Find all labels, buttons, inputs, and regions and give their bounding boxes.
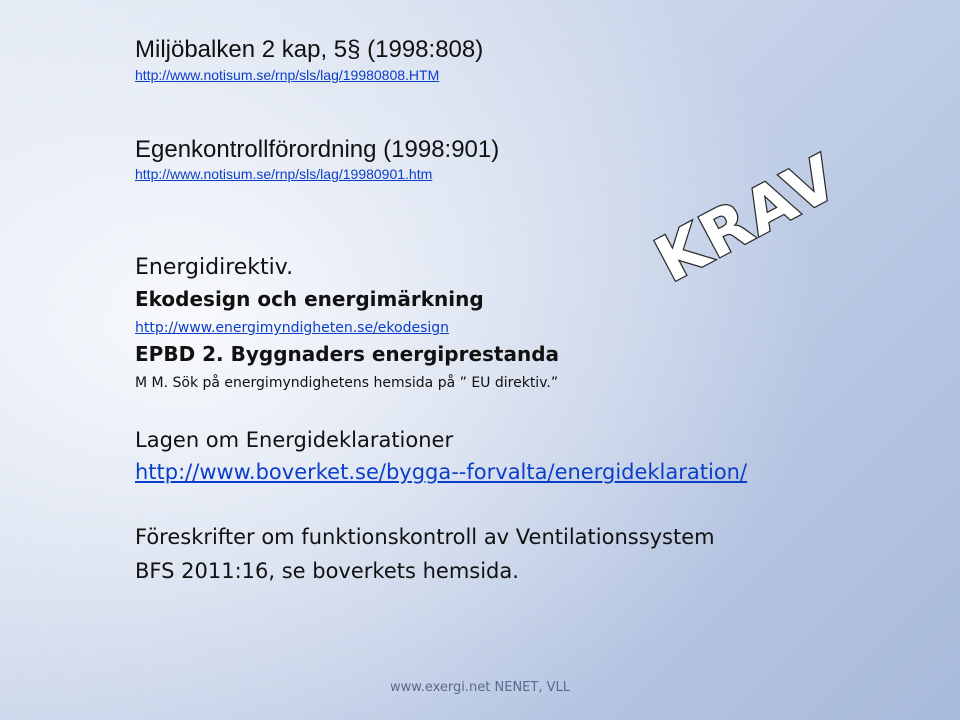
footer-credit: www.exergi.net NENET, VLL <box>390 680 570 695</box>
boverket-link[interactable]: http://www.boverket.se/bygga--forvalta/energideklaration/ <box>135 460 748 484</box>
ventilation-regulation-line2: BFS 2011:16, se boverkets hemsida. <box>135 559 519 583</box>
miljobalken-title: Miljöbalken 2 kap, 5§ (1998:808) <box>135 36 484 63</box>
krav-stamp-text: KRAV <box>643 140 851 297</box>
ventilation-regulation-line1: Föreskrifter om funktionskontroll av Ventilationssystem <box>135 525 715 549</box>
ekodesign-heading: Ekodesign och energimärkning <box>135 287 484 311</box>
krav-stamp <box>630 120 851 297</box>
egenkontroll-link[interactable]: http://www.notisum.se/rnp/sls/lag/19980901.htm <box>135 166 433 182</box>
energimyndigheten-link[interactable]: http://www.energimyndigheten.se/ekodesign <box>135 320 450 336</box>
eu-directive-note: M M. Sök på energimyndighetens hemsida på ” EU direktiv.” <box>135 375 559 391</box>
energidirektiv-title: Energidirektiv. <box>135 255 294 280</box>
miljobalken-link[interactable]: http://www.notisum.se/rnp/sls/lag/19980808.HTM <box>135 67 440 83</box>
egenkontroll-title: Egenkontrollförordning (1998:901) <box>135 136 500 163</box>
energideklarationer-title: Lagen om Energideklarationer <box>135 428 454 452</box>
epbd-heading: EPBD 2. Byggnaders energiprestanda <box>135 342 560 366</box>
